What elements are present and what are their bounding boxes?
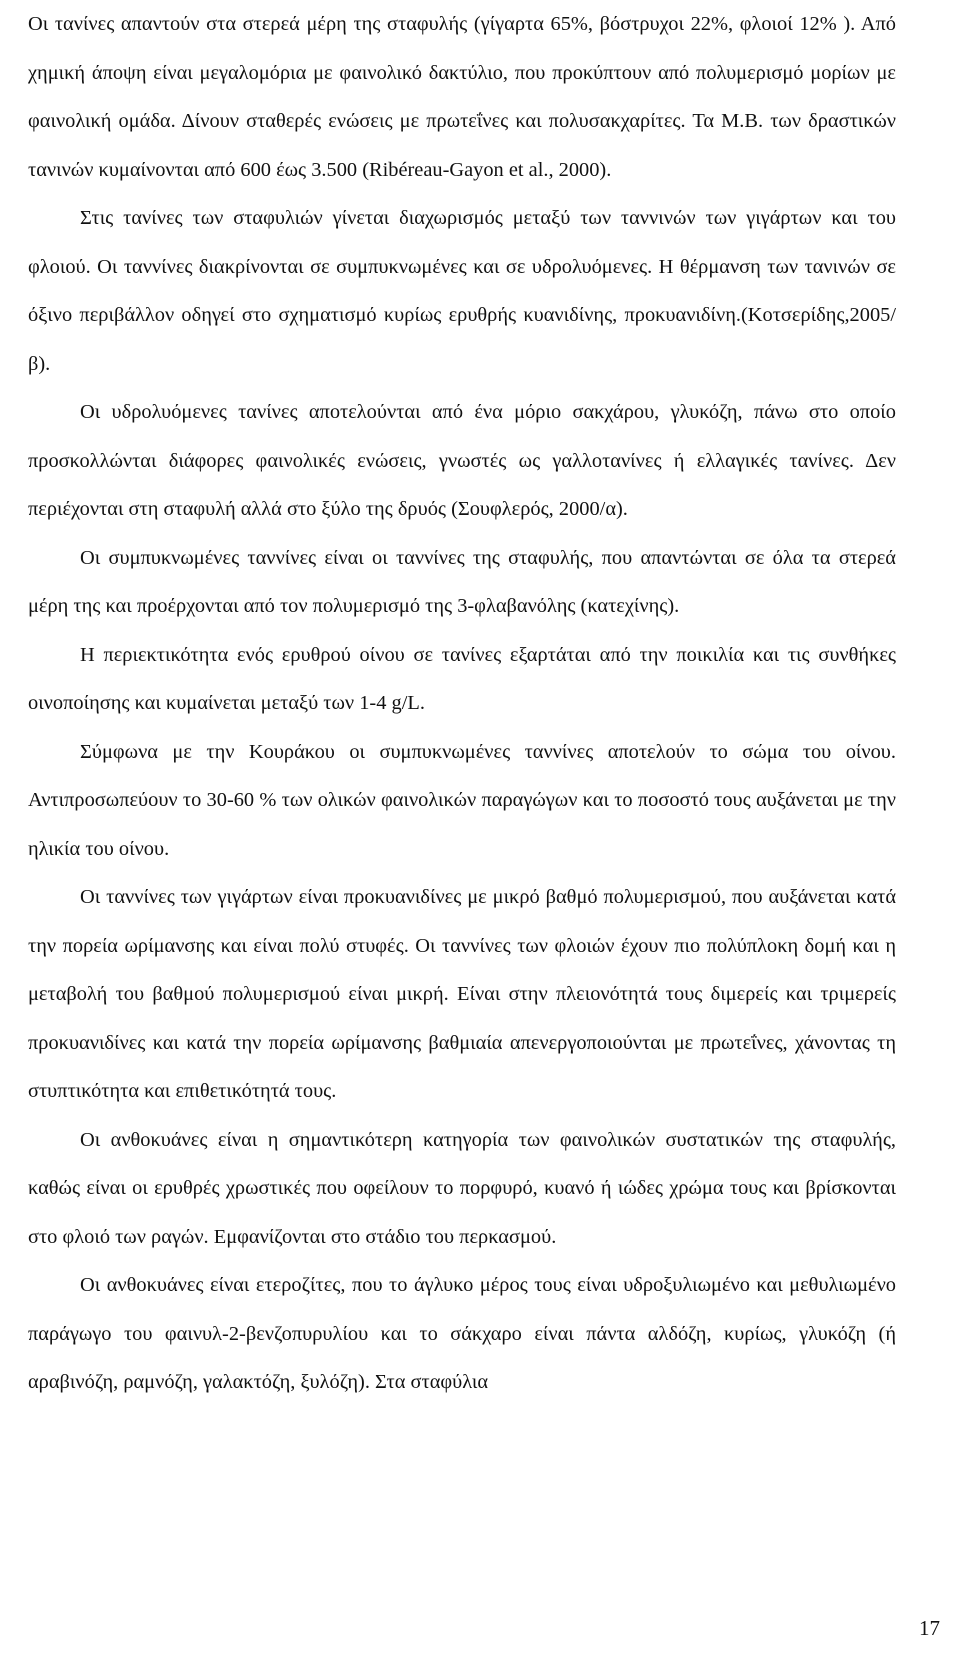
paragraph-anthocyanins: Οι ανθοκυάνες είναι η σημαντικότερη κατηγορία των φαινολικών συστατικών της σταφυλής, καθώς είναι οι ερυθρές χρωστικές που οφείλουν το πορφυρό, κυανό ή ιώδες χρώμα τους και βρίσκονται στο φλοιό των ραγών. Εμφανίζονται στο στάδιο του περκασμού. <box>28 1128 896 1248</box>
page-number: 17 <box>919 1616 940 1640</box>
paragraph-kourakou: Σύμφωνα με την Κουράκου οι συμπυκνωμένες ταννίνες αποτελούν το σώμα του οίνου. Αντιπροσωπεύουν το 30-60 % των ολικών φαινολικών παραγώγων και το ποσοστό τους αυξάνεται με την ηλικία του οίνου. <box>28 740 896 860</box>
paragraph-hydrolysable-tannins: Οι υδρολυόμενες τανίνες αποτελούνται από ένα μόριο σακχάρου, γλυκόζη, πάνω στο οποίο προσκολλώνται διάφορες φαινολικές ενώσεις, γνωστές ως γαλλοτανίνες ή ελλαγικές τανίνες. Δεν περιέχονται στη σταφυλή αλλά στο ξύλο της δρυός (Σουφλερός, 2000/α). <box>28 401 896 520</box>
paragraph-red-wine-content: Η περιεκτικότητα ενός ερυθρού οίνου σε τανίνες εξαρτάται από την ποικιλία και τις συνθήκες οινοποίησης και κυμαίνεται μεταξύ των 1-4 g/L. <box>28 643 896 714</box>
document-page <box>28 0 896 1665</box>
paragraph-tannins-intro: Οι τανίνες απαντούν στα στερεά μέρη της σταφυλής (γίγαρτα 65%, βόστρυχοι 22%, φλοιοί 12% ). Από χημική άποψη είναι μεγαλομόρια με φαινολικό δακτύλιο, που προκύπτουν από πολυμερισμό μορίων με φαινολική ομάδα. Δίνουν σταθερές ενώσεις με πρωτεΐνες και πολυσακχαρίτες. Τα Μ.Β. των δραστικών τανινών κυμαίνονται από 600 έως 3.500 (Ribéreau-Gayon et al., 2000). <box>28 13 896 181</box>
paragraph-seed-skin-tannins: Οι ταννίνες των γιγάρτων είναι προκυανιδίνες με μικρό βαθμό πολυμερισμού, που αυξάνεται κατά την πορεία ωρίμανσης και είναι πολύ στυφές. Οι ταννίνες των φλοιών έχουν πιο πολύπλοκη δομή και η μεταβολή του βαθμού πολυμερισμού είναι μικρή. Είναι στην πλειονότητά τους διμερείς και τριμερείς προκυανιδίνες και κατά την πορεία ωρίμανσης βαθμιαία απενεργοποιούνται με πρωτεΐνες, χάνοντας τη στυπτικότητα και επιθετικότητά τους. <box>28 886 896 1102</box>
paragraph-condensed-tannins: Οι συμπυκνωμένες ταννίνες είναι οι ταννίνες της σταφυλής, που απαντώνται σε όλα τα στερεά μέρη της και προέρχονται από τον πολυμερισμό της 3-φλαβανόλης (κατεχίνης). <box>28 546 896 617</box>
paragraph-grape-tannins: Στις τανίνες των σταφυλιών γίνεται διαχωρισμός μεταξύ των ταννινών των γιγάρτων και του φλοιού. Οι ταννίνες διακρίνονται σε συμπυκνωμένες και σε υδρολυόμενες. Η θέρμανση των τανινών σε όξινο περιβάλλον οδηγεί στο σχηματισμό κυρίως ερυθρής κυανιδίνης, προκυανιδίνη.(Κοτσερίδης,2005/β). <box>28 207 896 375</box>
paragraph-anthocyanins-structure: Οι ανθοκυάνες είναι ετεροζίτες, που το άγλυκο μέρος τους είναι υδροξυλιωμένο και μεθυλιωμένο παράγωγο του φαινυλ-2-βενζοπυρυλίου και το σάκχαρο είναι πάντα αλδόζη, κυρίως, γλυκόζη (ή αραβινόζη, ραμνόζη, γαλακτόζη, ξυλόζη). Στα σταφύλια <box>28 1274 896 1393</box>
